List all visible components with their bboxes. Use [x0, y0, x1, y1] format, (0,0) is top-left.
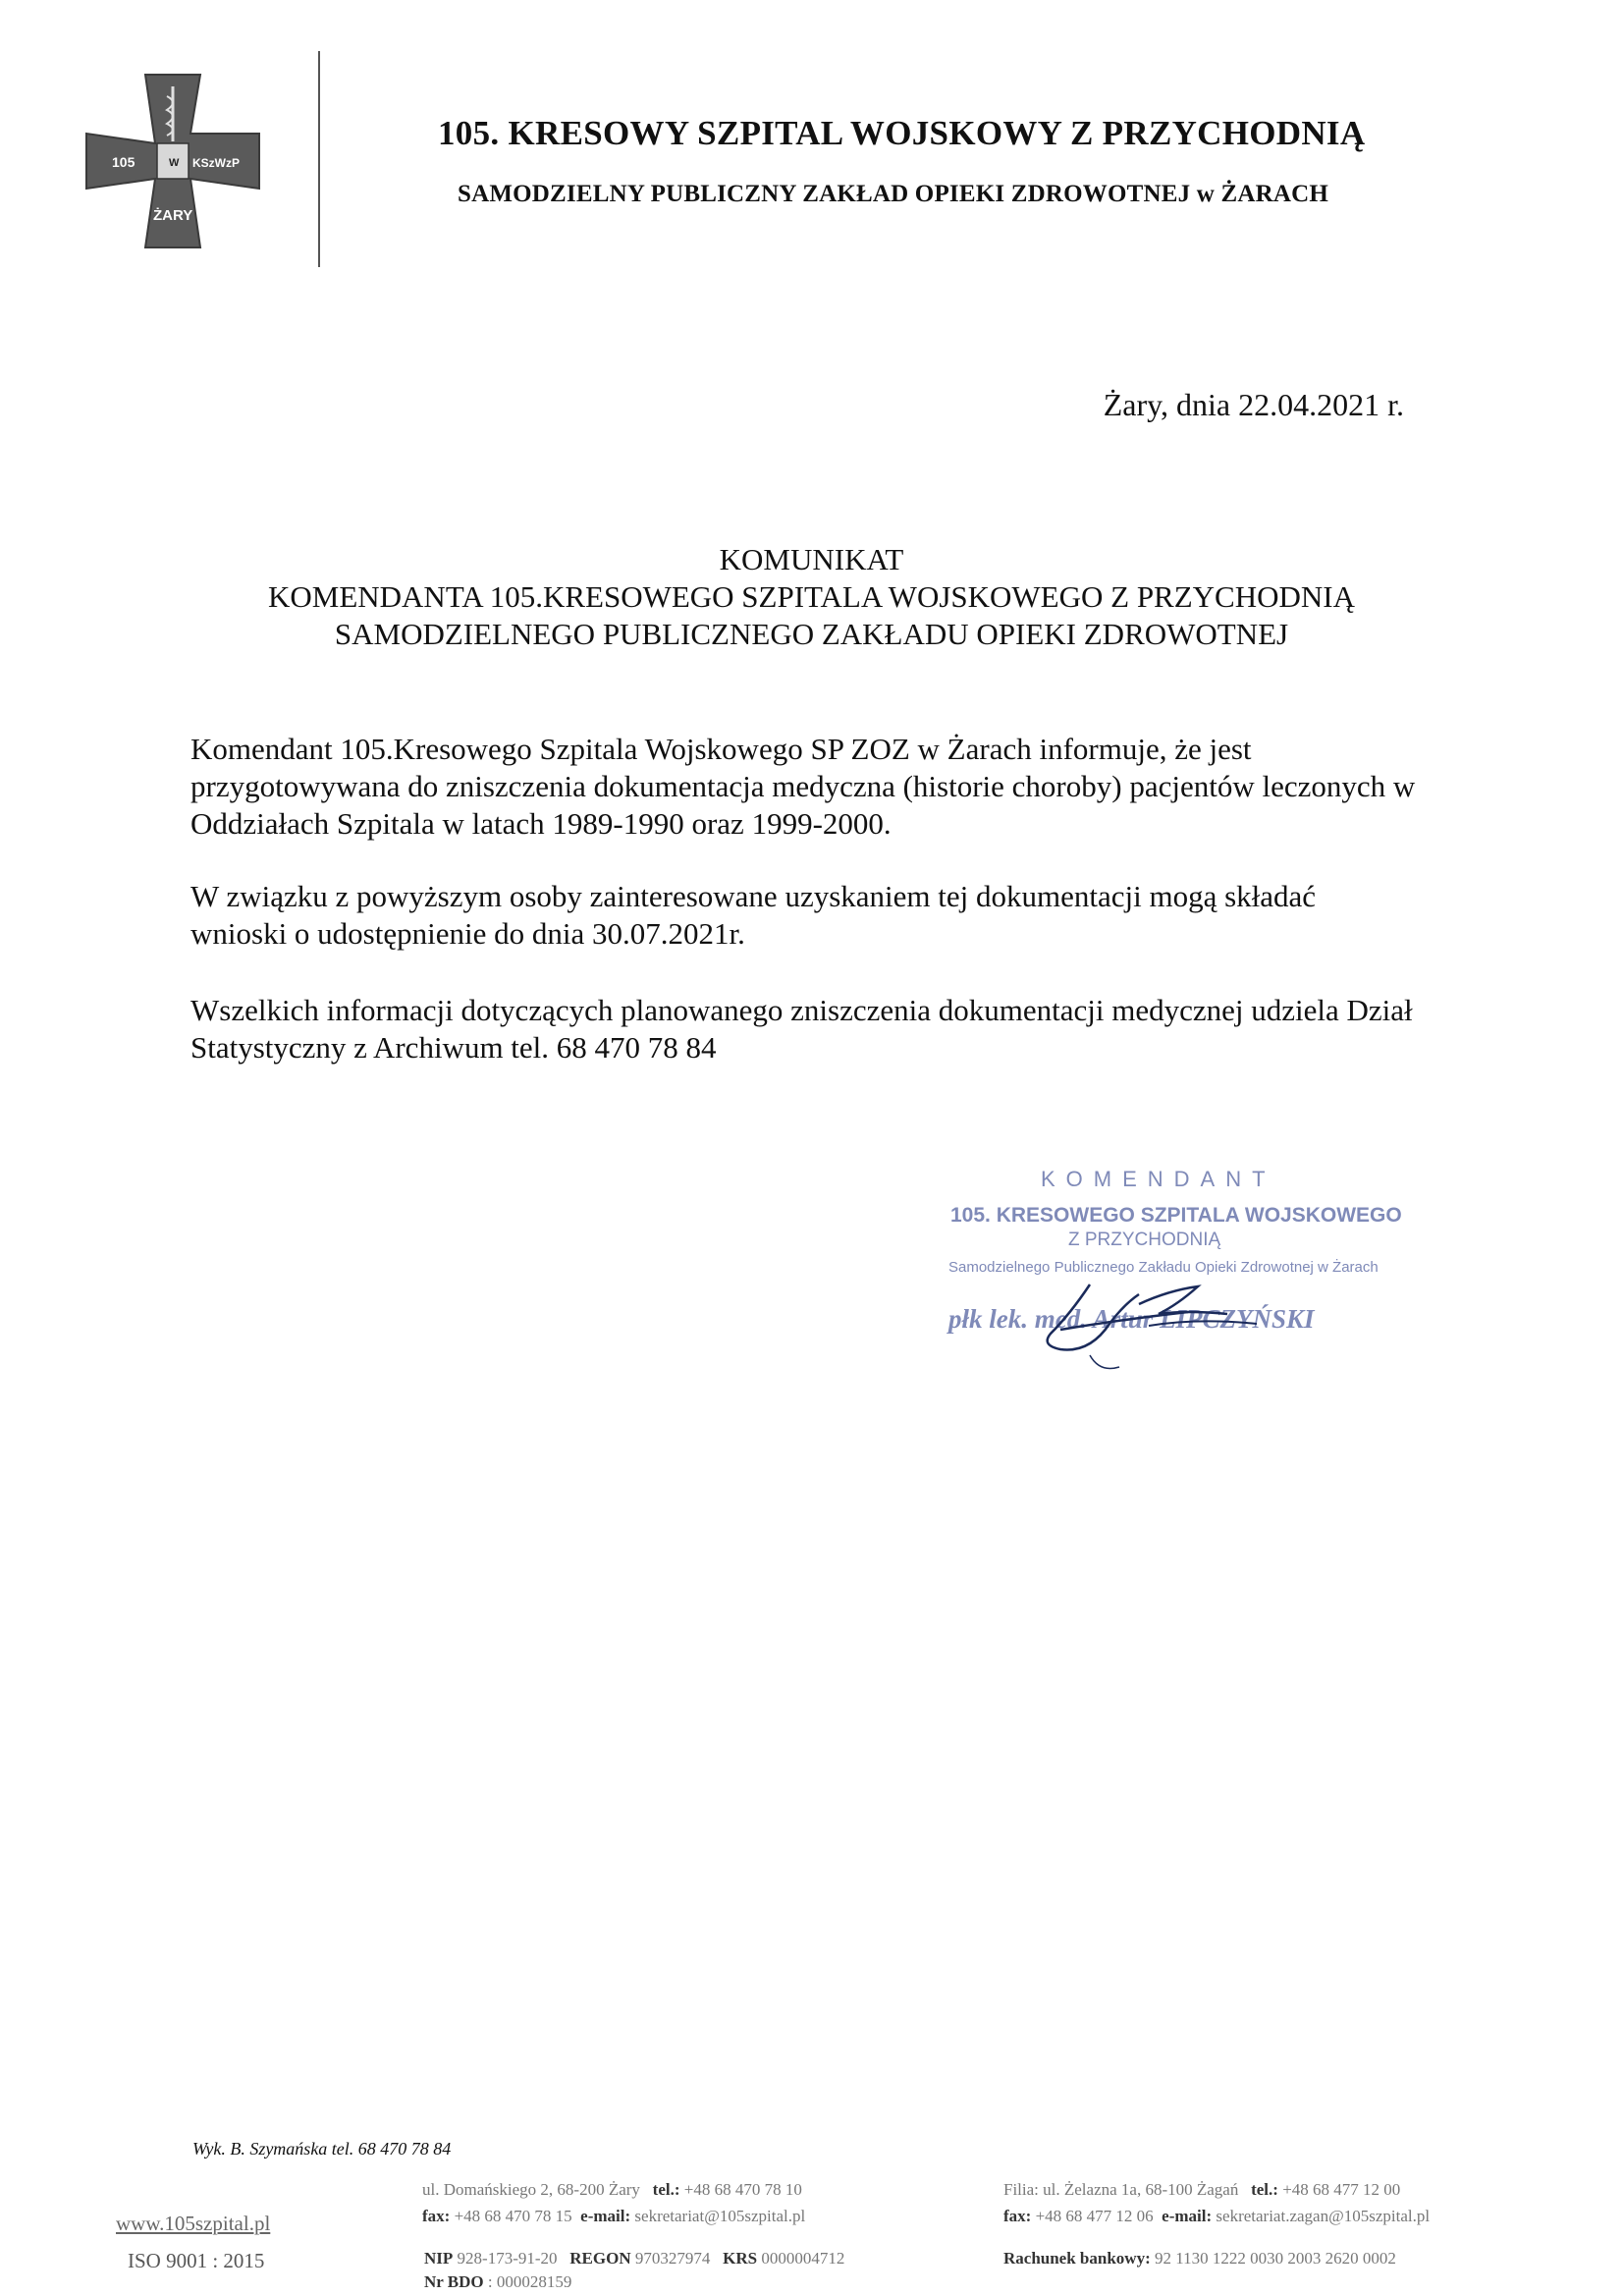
stamp-line-4: Samodzielnego Publicznego Zakładu Opieki Zdrowotnej w Żarach [948, 1259, 1379, 1276]
bank-label: Rachunek bankowy: [1003, 2249, 1151, 2268]
regon-label: REGON [569, 2249, 631, 2268]
fax-main: +48 68 470 78 15 [454, 2207, 572, 2225]
email-branch-label: e-mail: [1162, 2207, 1213, 2225]
heading-line-2: KOMENDANTA 105.KRESOWEGO SZPITALA WOJSKOWEGO Z PRZYCHODNIĄ [268, 579, 1355, 614]
hospital-title: 105. KRESOWY SZPITAL WOJSKOWY Z PRZYCHODNIĄ [438, 114, 1366, 152]
body-paragraph-1: Komendant 105.Kresowego Szpitala Wojskowego SP ZOZ w Żarach informuje, że jest przygotowywana do zniszczenia dokumentacja medyczna (historie choroby) pacjentów leczonych w Oddziałach Szpitala w latach 1989-1990 oraz 1999-2000. [190, 732, 1416, 841]
bdo-value: : 000028159 [487, 2272, 572, 2291]
email-label: e-mail: [580, 2207, 631, 2225]
fax-branch: +48 68 477 12 06 [1035, 2207, 1154, 2225]
logo-text-bottom: ŻARY [153, 207, 193, 224]
prepared-by: Wyk. B. Szymańska tel. 68 470 78 84 [192, 2139, 452, 2159]
body-paragraph-3: Wszelkich informacji dotyczących planowanego zniszczenia dokumentacji medycznej udziela Dział Statystyczny z Archiwum tel. 68 470 78 84 [190, 993, 1413, 1065]
tel-label: tel.: [652, 2180, 680, 2199]
logo-text-left: 105 [112, 154, 135, 170]
address-main: ul. Domańskiego 2, 68-200 Żary [422, 2180, 640, 2199]
hospital-subtitle: SAMODZIELNY PUBLICZNY ZAKŁAD OPIEKI ZDROWOTNEJ w ŻARACH [458, 181, 1329, 207]
footer-bank-line [1003, 2249, 1396, 2269]
stamp-line-2: 105. KRESOWEGO SZPITALA WOJSKOWEGO [950, 1204, 1402, 1227]
footer-registry-line [424, 2249, 844, 2269]
logo-text-right: KSzWzP [192, 156, 240, 170]
krs-value: 0000004712 [761, 2249, 845, 2268]
footer-main-address-line [422, 2180, 802, 2200]
address-branch: Filia: ul. Żelazna 1a, 68-100 Żagań [1003, 2180, 1239, 2199]
header-divider [318, 51, 320, 267]
tel-main: +48 68 470 78 10 [683, 2180, 802, 2199]
footer-bdo-line [424, 2272, 571, 2292]
footer-branch-address-line [1003, 2180, 1400, 2200]
logo-text-center: W [169, 157, 180, 169]
nip-label: NIP [424, 2249, 454, 2268]
website-link[interactable]: www.105szpital.pl [116, 2212, 271, 2235]
email-main[interactable]: sekretariat@105szpital.pl [634, 2207, 806, 2225]
bdo-label: Nr BDO [424, 2272, 484, 2291]
heading-komunikat: KOMUNIKAT [719, 542, 904, 576]
iso-certification: ISO 9001 : 2015 [128, 2249, 265, 2272]
stamp-line-3: Z PRZYCHODNIĄ [1068, 1230, 1221, 1250]
regon-value: 970327974 [634, 2249, 711, 2268]
footer-main-fax-line [422, 2207, 805, 2226]
stamp-line-5: płk lek. med. Artur LIPCZYŃSKI [948, 1304, 1315, 1334]
krs-label: KRS [723, 2249, 758, 2268]
body-paragraph-2: W związku z powyższym osoby zainteresowane uzyskaniem tej dokumentacji mogą składać wnioski o udostępnienie do dnia 30.07.2021r. [190, 879, 1317, 951]
tel-branch-label: tel.: [1251, 2180, 1278, 2199]
bank-account: 92 1130 1222 0030 2003 2620 0002 [1155, 2249, 1396, 2268]
tel-branch: +48 68 477 12 00 [1282, 2180, 1401, 2199]
document-date: Żary, dnia 22.04.2021 r. [1103, 387, 1404, 422]
hospital-logo [84, 73, 261, 249]
official-stamp [943, 1167, 1402, 1393]
nip-value: 928-173-91-20 [457, 2249, 558, 2268]
heading-line-3: SAMODZIELNEGO PUBLICZNEGO ZAKŁADU OPIEKI ZDROWOTNEJ [334, 617, 1289, 651]
handwritten-signature [1031, 1265, 1286, 1383]
fax-branch-label: fax: [1003, 2207, 1032, 2225]
email-branch[interactable]: sekretariat.zagan@105szpital.pl [1216, 2207, 1431, 2225]
fax-label: fax: [422, 2207, 451, 2225]
footer-branch-fax-line [1003, 2207, 1430, 2226]
stamp-line-1: KOMENDANT [1041, 1167, 1276, 1191]
